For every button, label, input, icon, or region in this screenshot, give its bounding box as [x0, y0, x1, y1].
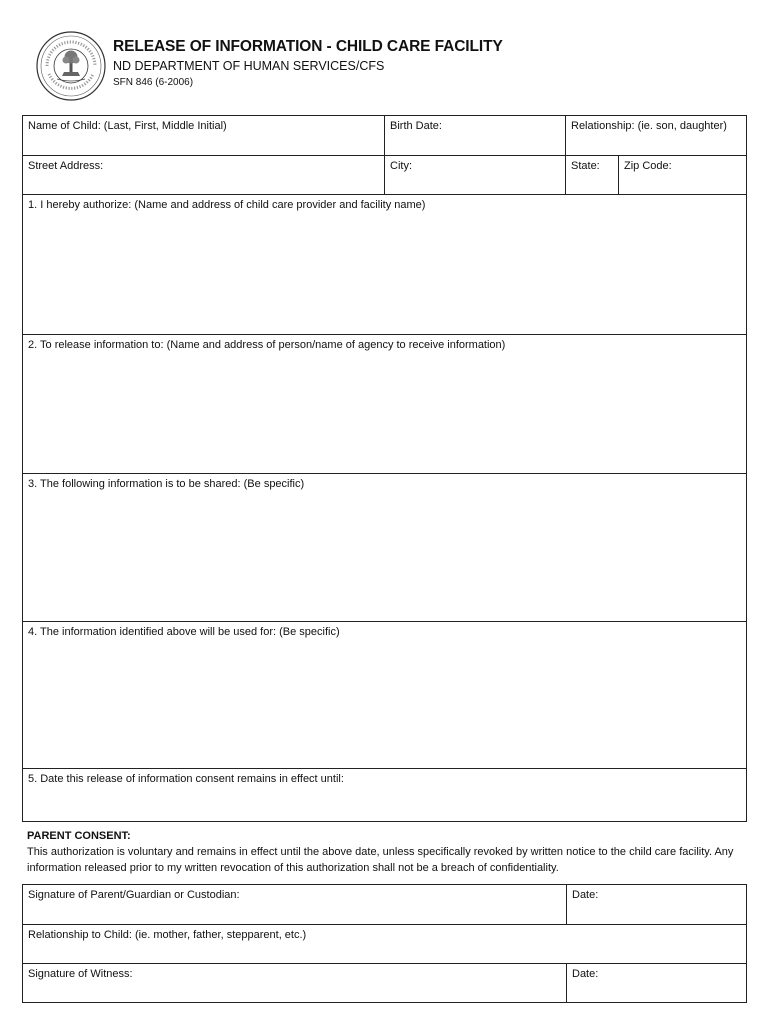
effective-until-row [23, 768, 746, 821]
child-name-field[interactable] [23, 116, 384, 155]
effective-until-label: 5. Date this release of information consent remains in effect until: [28, 773, 344, 785]
parent-signature-row [23, 885, 746, 924]
authorize-row [23, 194, 746, 334]
zip-code-field[interactable] [618, 156, 746, 194]
form-title: RELEASE OF INFORMATION - CHILD CARE FACILITY [113, 38, 503, 55]
street-address-field[interactable] [23, 156, 384, 194]
relationship-to-child-label: Relationship to Child: (ie. mother, father, stepparent, etc.) [28, 929, 307, 941]
release-to-label: 2. To release information to: (Name and address of person/name of agency to receive information) [28, 339, 506, 351]
release-to-row [23, 334, 746, 473]
parent-date-label: Date: [572, 889, 599, 901]
info-shared-field[interactable] [23, 474, 746, 621]
info-use-row [23, 621, 746, 768]
witness-date-field[interactable] [566, 964, 746, 1002]
authorize-label: 1. I hereby authorize: (Name and address of child care provider and facility name) [28, 199, 426, 211]
city-field[interactable] [384, 156, 565, 194]
consent-text: This authorization is voluntary and remains in effect until the above date, unless specifically revoked by written notice to the child care facility. Any information released prior to my written revocation of this authorization shall not be a breach of confidentiality. [27, 846, 734, 874]
info-shared-label: 3. The following information is to be shared: (Be specific) [28, 478, 305, 490]
state-label: State: [571, 160, 600, 172]
relationship-field[interactable] [565, 116, 746, 155]
child-info-row [23, 116, 746, 155]
effective-until-field[interactable] [23, 769, 746, 821]
relationship-to-child-field[interactable] [23, 925, 746, 963]
form-number: SFN 846 (6-2006) [113, 77, 194, 88]
release-to-field[interactable] [23, 335, 746, 473]
child-info-form [22, 115, 747, 822]
witness-signature-label: Signature of Witness: [28, 968, 133, 980]
signature-form [22, 884, 747, 1003]
consent-heading: PARENT CONSENT: [27, 830, 131, 842]
birth-date-label: Birth Date: [390, 120, 442, 132]
authorize-field[interactable] [23, 195, 746, 334]
state-seal-icon [35, 30, 107, 102]
form-header [113, 38, 503, 88]
street-address-label: Street Address: [28, 160, 104, 172]
witness-date-label: Date: [572, 968, 599, 980]
department-name: ND DEPARTMENT OF HUMAN SERVICES/CFS [113, 59, 385, 73]
state-field[interactable] [565, 156, 618, 194]
parent-signature-field[interactable] [23, 885, 566, 924]
witness-signature-field[interactable] [23, 964, 566, 1002]
witness-signature-row [23, 963, 746, 1002]
zip-code-label: Zip Code: [624, 160, 672, 172]
parent-signature-label: Signature of Parent/Guardian or Custodian: [28, 889, 240, 901]
birth-date-field[interactable] [384, 116, 565, 155]
info-shared-row [23, 473, 746, 621]
parent-consent [27, 828, 742, 876]
city-label: City: [390, 160, 412, 172]
child-name-label: Name of Child: (Last, First, Middle Initial) [28, 120, 227, 132]
relationship-to-child-row [23, 924, 746, 963]
relationship-label: Relationship: (ie. son, daughter) [571, 120, 727, 132]
info-use-field[interactable] [23, 622, 746, 768]
info-use-label: 4. The information identified above will be used for: (Be specific) [28, 626, 340, 638]
address-row [23, 155, 746, 194]
parent-date-field[interactable] [566, 885, 746, 924]
